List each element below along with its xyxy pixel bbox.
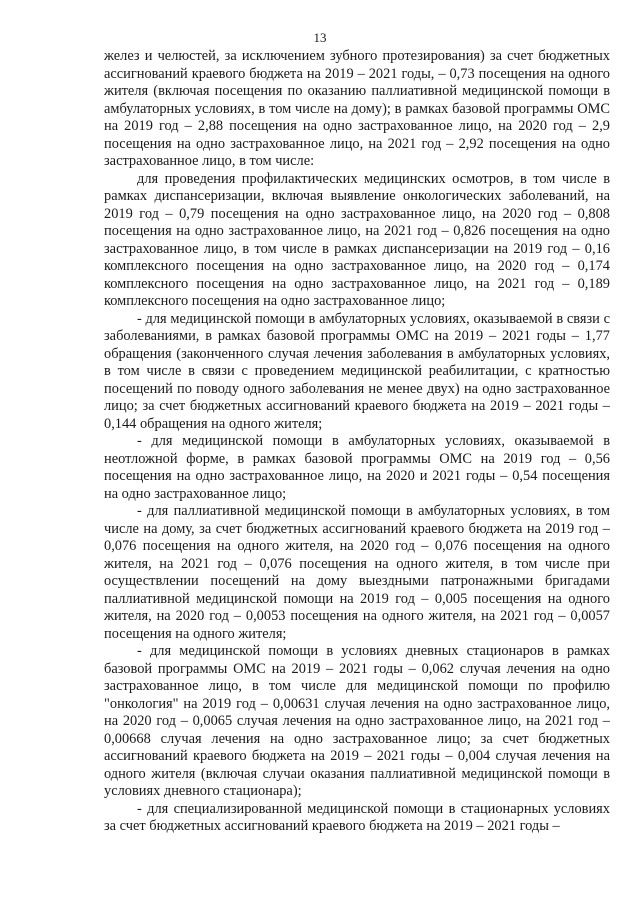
page-number: 13 <box>313 30 327 45</box>
paragraph-5: - для паллиативной медицинской помощи в амбулаторных условиях, в том числе на дому, за счет бюджетных ассигнований краевого бюджета на 2019 год – 0,076 посещения на одного жителя, на 2020 год – 0,076 посещения на одного жителя, на 2021 год – 0,076 посещения на одного жителя, в том числе при осуществлении посещений на дому выездными патронажными бригадами паллиативной медицинской помощи на 2019 год – 0,005 посещения на одного жителя, на 2020 год – 0,0053 посещения на одного жителя, на 2021 год – 0,0057 посещения на одного жителя; <box>104 503 610 642</box>
paragraph-4: - для медицинской помощи в амбулаторных условиях, оказываемой в неотложной форме, в рамках базовой программы ОМС на 2019 год – 0,56 посещения на одно застрахованное лицо, на 2020 и 2021 годы – 0,54 посещения на одно застрахованное лицо; <box>104 433 610 502</box>
paragraph-2: для проведения профилактических медицинских осмотров, в том числе в рамках диспансеризации, включая выявление онкологических заболеваний, на 2019 год – 0,79 посещения на одно застрахованное лицо, на 2020 год – 0,808 посещения на одно застрахованное лицо, на 2021 год – 0,826 посещения на одно застрахованное лицо, в том числе в рамках диспансеризации на 2019 год – 0,16 комплексного посещения на одно застрахованное лицо, на 2020 год – 0,174 комплексного посещения на одно застрахованное лицо, на 2021 год – 0,189 комплексного посещения на одно застрахованное лицо; <box>104 170 610 309</box>
paragraph-6: - для медицинской помощи в условиях дневных стационаров в рамках базовой программы ОМС на 2019 – 2021 годы – 0,062 случая лечения на одно застрахованное лицо, в том числе для медицинской помощи по профилю "онкология" на 2019 год – 0,00631 случая лечения на одно застрахованное лицо, на 2020 год – 0,0065 случая лечения на одно застрахованное лицо, на 2021 год – 0,00668 случая лечения на одно застрахованное лицо; за счет бюджетных ассигнований краевого бюджета на 2019 – 2021 годы – 0,004 случая лечения на одного жителя (включая случаи оказания паллиативной медицинской помощи в условиях дневного стационара); <box>104 643 610 799</box>
paragraph-7: - для специализированной медицинской помощи в стационарных условиях за счет бюджетных ассигнований краевого бюджета на 2019 – 2021 годы – <box>104 800 610 834</box>
paragraph-1: желез и челюстей, за исключением зубного протезирования) за счет бюджетных ассигнований краевого бюджета на 2019 – 2021 годы, – 0,73 посещения на одного жителя (включая посещения по оказанию паллиативной медицинской помощи в амбулаторных условиях, в том числе на дому); в рамках базовой программы ОМС на 2019 год – 2,88 посещения на одно застрахованное лицо, на 2020 год – 2,9 посещения на одно застрахованное лицо, на 2021 год – 2,92 посещения на одно застрахованное лицо, в том числе: <box>104 48 610 169</box>
document-body <box>104 48 610 836</box>
paragraph-3: - для медицинской помощи в амбулаторных условиях, оказываемой в связи с заболеваниями, в рамках базовой программы ОМС на 2019 – 2021 годы – 1,77 обращения (законченного случая лечения заболевания в амбулаторных условиях, в том числе в связи с проведением медицинской реабилитации, с кратностью посещений по поводу одного заболевания не менее двух) на одно застрахованное лицо; за счет бюджетных ассигнований краевого бюджета на 2019 – 2021 годы – 0,144 обращения на одного жителя; <box>104 310 610 432</box>
